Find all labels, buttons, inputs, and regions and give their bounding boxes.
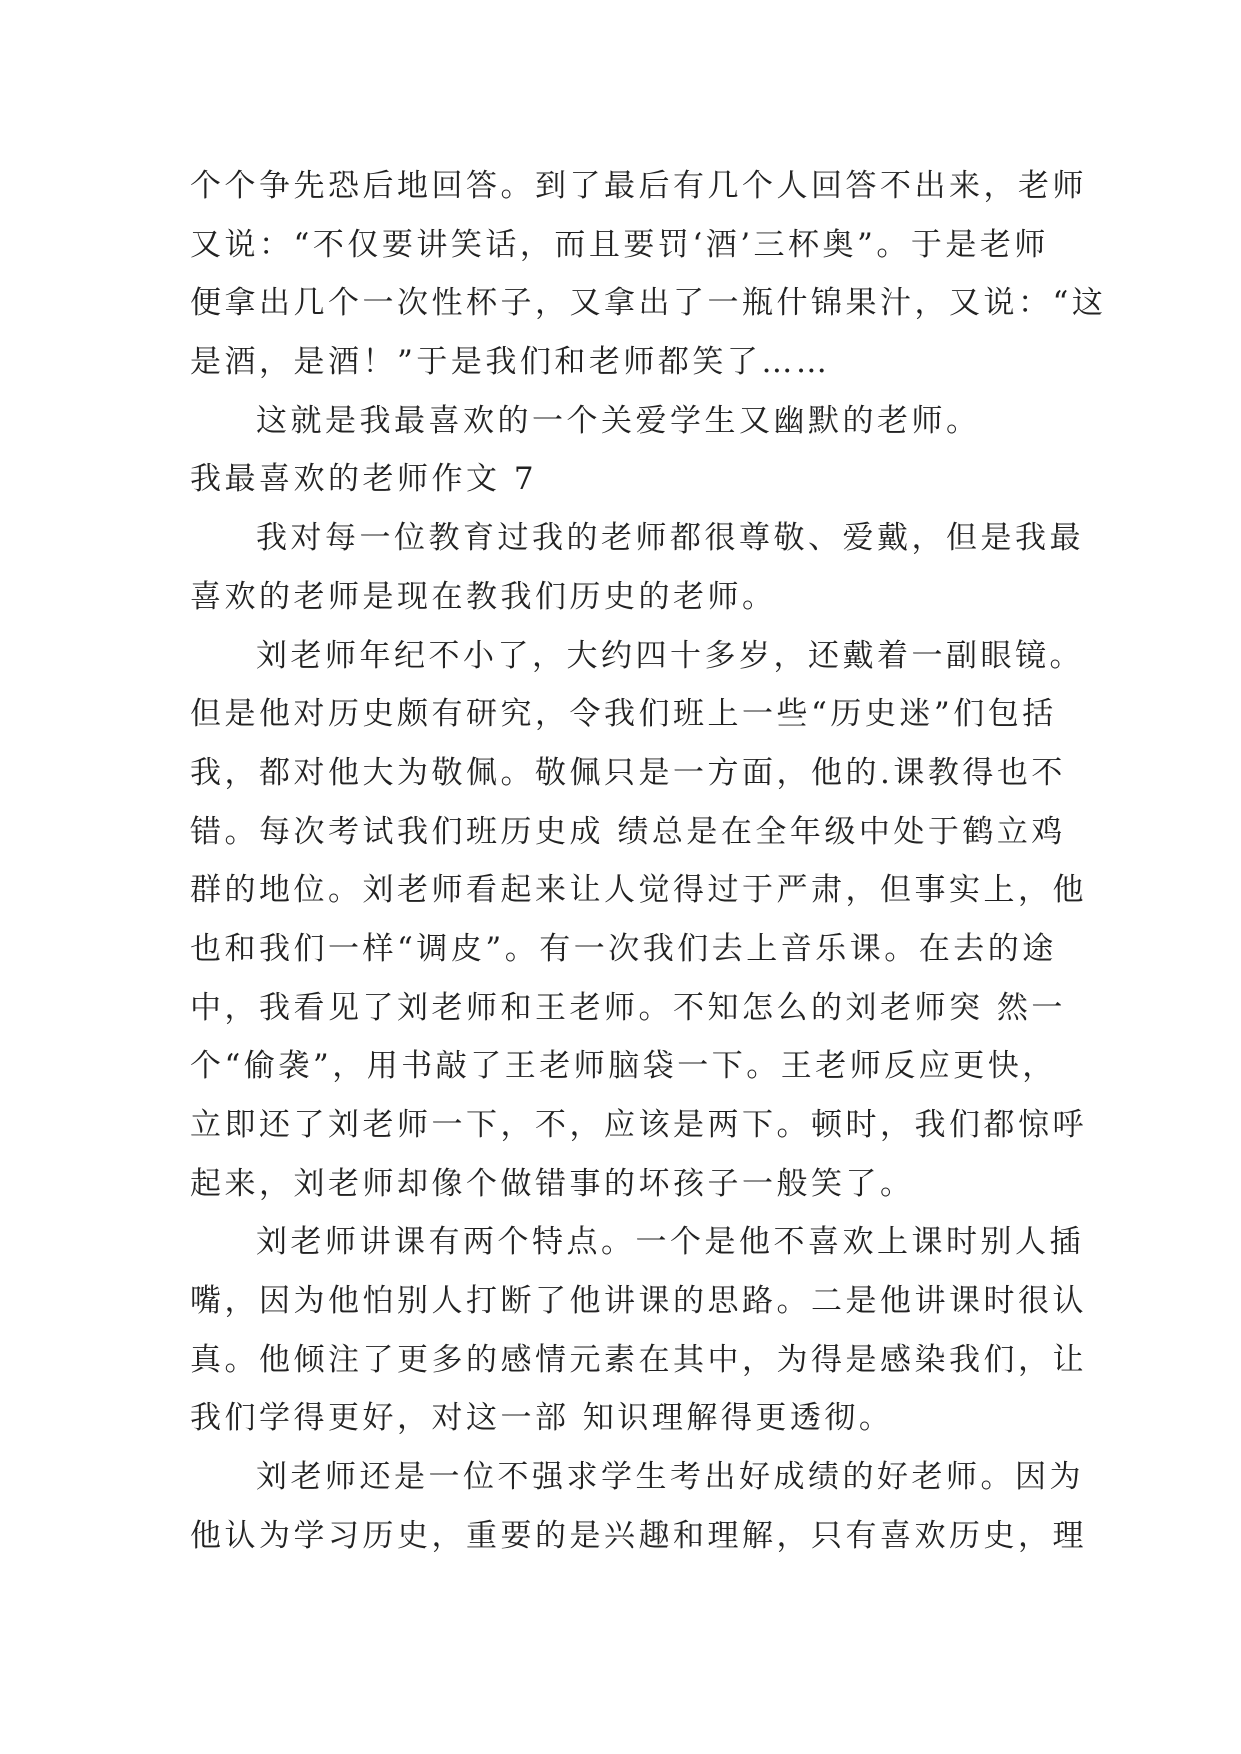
text-line: 立即还了刘老师一下，不，应该是两下。顿时，我们都惊呼 — [190, 1107, 1087, 1143]
text-line: 是酒，是酒！”于是我们和老师都笑了…… — [190, 344, 831, 381]
text-line: 错。每次考试我们班历史成 绩总是在全年级中处于鹤立鸡 — [190, 813, 1066, 850]
text-line: 便拿出几个一次性杯子，又拿出了一瓶什锦果汁，又说：“这 — [190, 285, 1107, 322]
text-line: 他认为学习历史，重要的是兴趣和理解，只有喜欢历史，理 — [190, 1517, 1087, 1554]
text-line: 喜欢的老师是现在教我们历史的老师。 — [190, 578, 777, 615]
text-line: 刘老师年纪不小了，大约四十多岁，还戴着一副眼镜。 — [256, 637, 1084, 674]
text-line: 我，都对他大为敬佩。敬佩只是一方面，他的.课教得也不 — [190, 754, 1066, 791]
text-line: 这就是我最喜欢的一个关爱学生又幽默的老师。 — [256, 402, 981, 439]
text-line: 刘老师还是一位不强求学生考出好成绩的好老师。因为 — [256, 1459, 1084, 1496]
text-line: 我最喜欢的老师作文 7 — [190, 461, 538, 498]
text-line: 个“偷袭”，用书敲了王老师脑袋一下。王老师反应更快， — [190, 1048, 1057, 1085]
text-line: 群的地位。刘老师看起来让人觉得过于严肃，但事实上，他 — [190, 872, 1087, 909]
text-line: 但是他对历史颇有研究，令我们班上一些“历史迷”们包括 — [190, 696, 1057, 733]
text-line: 中，我看见了刘老师和王老师。不知怎么的刘老师突 然一 — [190, 989, 1066, 1026]
text-line: 个个争先恐后地回答。到了最后有几个人回答不出来，老师 — [190, 168, 1087, 204]
document-body — [190, 157, 1107, 1566]
text-line: 嘴，因为他怕别人打断了他讲课的思路。二是他讲课时很认 — [190, 1283, 1087, 1320]
text-line: 真。他倾注了更多的感情元素在其中，为得是感染我们，让 — [190, 1341, 1087, 1378]
text-line: 又说：“不仅要讲笑话，而且要罚‘酒’三杯奥”。于是老师 — [190, 226, 1049, 263]
text-line: 我对每一位教育过我的老师都很尊敬、爱戴，但是我最 — [256, 520, 1084, 557]
text-line: 我们学得更好，对这一部 知识理解得更透彻。 — [190, 1400, 894, 1437]
text-line: 起来，刘老师却像个做错事的坏孩子一般笑了。 — [190, 1165, 915, 1202]
text-line: 刘老师讲课有两个特点。一个是他不喜欢上课时别人插 — [256, 1224, 1084, 1261]
text-line: 也和我们一样“调皮”。有一次我们去上音乐课。在去的途 — [190, 930, 1057, 967]
